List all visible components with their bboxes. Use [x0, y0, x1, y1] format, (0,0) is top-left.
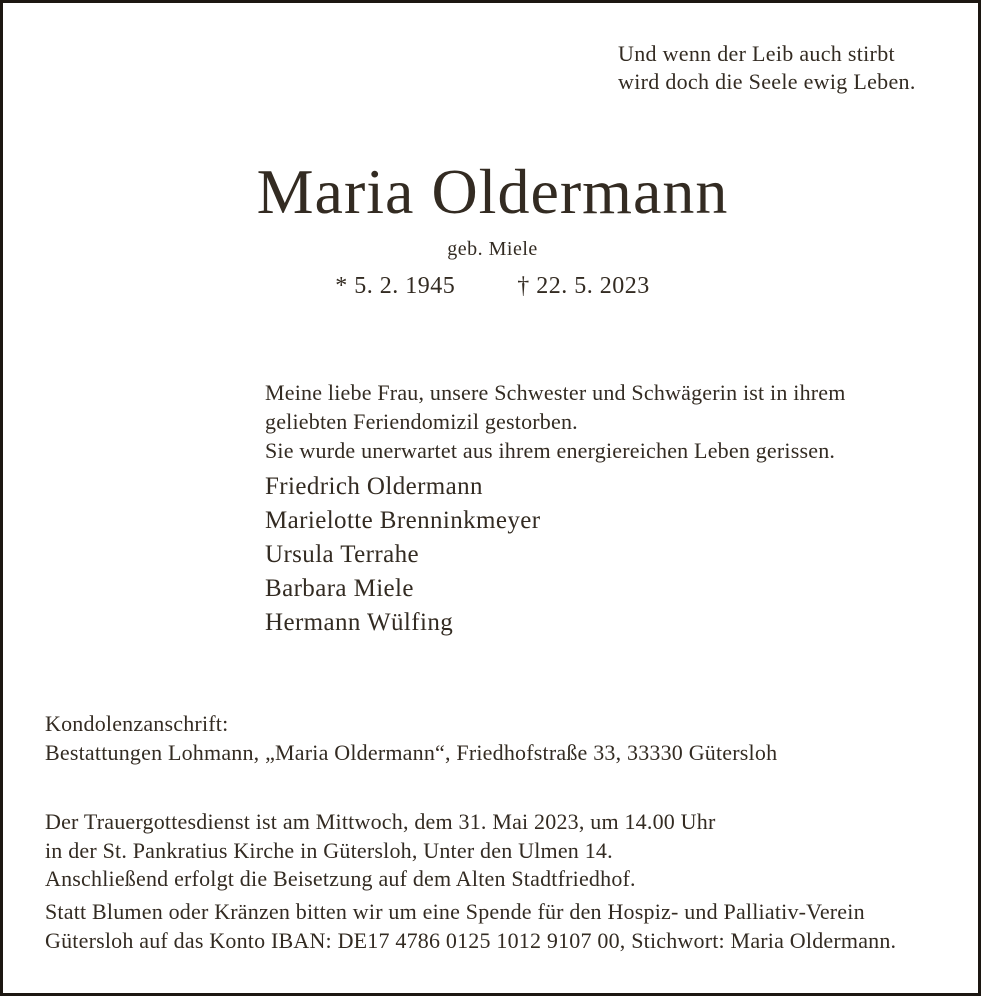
condolence-address: Bestattungen Lohmann, „Maria Oldermann“, Friedhofstraße 33, 33330 Gütersloh [45, 739, 778, 765]
mourner-name: Marielotte Brenninkmeyer [265, 507, 541, 534]
donation-line: Gütersloh auf das Konto IBAN: DE17 4786 0125 1012 9107 00, Stichwort: Maria Oldermann. [45, 927, 897, 953]
announcement-text [265, 378, 846, 465]
condolence-label: Kondolenzanschrift: [45, 711, 229, 736]
service-line: in der St. Pankratius Kirche in Gütersloh, Unter den Ulmen 14. [45, 837, 613, 863]
birth-name: geb. Miele [447, 238, 538, 260]
epigraph [618, 40, 916, 96]
service-line: Anschließend erfolgt die Beisetzung auf dem Alten Stadtfriedhof. [45, 866, 636, 891]
deceased-name: Maria Oldermann [256, 156, 729, 227]
epigraph-line: wird doch die Seele ewig Leben. [618, 69, 916, 94]
donation-line: Statt Blumen oder Kränzen bitten wir um eine Spende für den Hospiz- und Palliativ-Verein [45, 899, 865, 924]
service-section [45, 808, 716, 894]
announcement-line: Meine liebe Frau, unsere Schwester und Schwägerin ist in ihrem [265, 380, 846, 405]
mourner-name: Friedrich Oldermann [265, 473, 483, 500]
mourners-list [265, 470, 540, 640]
condolence-section [45, 710, 777, 767]
donation-section [45, 898, 896, 955]
birth-date: * 5. 2. 1945 [335, 273, 456, 299]
death-date: † 22. 5. 2023 [517, 273, 650, 299]
service-line: Der Trauergottesdienst ist am Mittwoch, dem 31. Mai 2023, um 14.00 Uhr [45, 809, 716, 834]
announcement-line: Sie wurde unerwartet aus ihrem energiereichen Leben gerissen. [265, 438, 836, 463]
mourner-name: Ursula Terrahe [265, 541, 420, 568]
mourner-name: Hermann Wülfing [265, 609, 454, 636]
epigraph-line: Und wenn der Leib auch stirbt [618, 41, 895, 66]
life-dates [0, 273, 985, 300]
announcement-line: geliebten Feriendomizil gestorben. [265, 409, 578, 434]
mourner-name: Barbara Miele [265, 575, 414, 602]
